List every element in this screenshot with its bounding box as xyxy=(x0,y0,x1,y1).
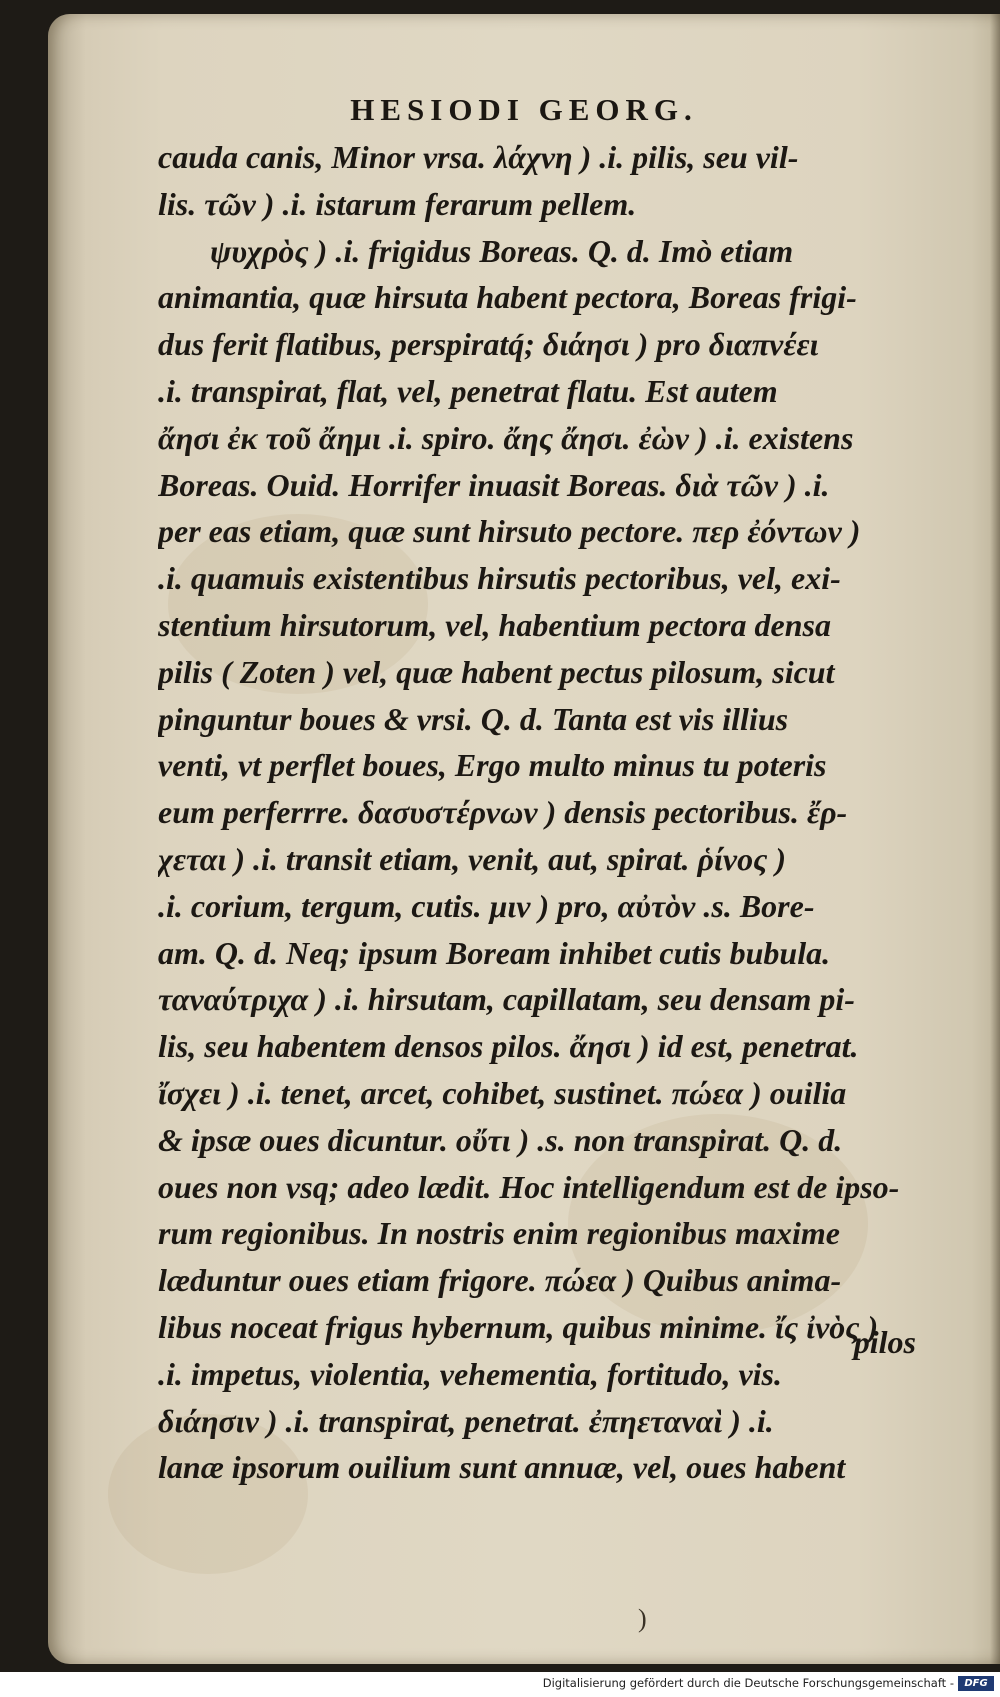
running-head: HESIODI GEORG. xyxy=(350,92,698,127)
text-line: διάησιν ) .i. transpirat, penetrat. ἐπηεταναὶ ) .i. xyxy=(158,1402,774,1439)
funding-credit: Digitalisierung gefördert durch die Deutsche Forschungsgemeinschaft - xyxy=(542,1676,954,1690)
text-line: oues non vsq; adeo lædit. Hoc intelligendum est de ipso- xyxy=(158,1168,900,1205)
text-line: & ipsæ oues dicuntur. οὔτι ) .s. non transpirat. Q. d. xyxy=(158,1121,843,1158)
footer-bar xyxy=(0,1672,1000,1697)
signature-mark: ) xyxy=(638,1604,647,1633)
text-line: .i. corium, tergum, cutis. μιν ) pro, αὐτὸν .s. Bore- xyxy=(158,887,815,924)
body-text xyxy=(158,134,906,1491)
text-line: libus noceat frigus hybernum, quibus minime. ἴς ἰνὸς ) xyxy=(158,1308,879,1345)
page-edge-shadow xyxy=(990,14,1000,1664)
text-line: lanæ ipsorum ouilium sunt annuæ, vel, oues habent xyxy=(158,1449,846,1486)
text-line: .i. quamuis existentibus hirsutis pectoribus, vel, exi- xyxy=(158,560,841,597)
text-line: pinguntur boues & vrsi. Q. d. Tanta est vis illius xyxy=(158,700,789,737)
text-line: eum perferrre. δασυστέρνων ) densis pectoribus. ἔρ- xyxy=(158,794,848,831)
text-line: Boreas. Ouid. Horrifer inuasit Boreas. διὰ τῶν ) .i. xyxy=(158,466,830,503)
text-line: dus ferit flatibus, perspiratq́; διάησι ) pro διαπνέει xyxy=(158,326,819,363)
text-line: .i. transpirat, flat, vel, penetrat flatu. Est autem xyxy=(158,372,778,409)
catchword: pilos xyxy=(853,1324,916,1360)
text-line: venti, vt perflet boues, Ergo multo minus tu poteris xyxy=(158,747,827,784)
text-line: ἄησι ἐκ τοῦ ἄημι .i. spiro. ἄης ἄησι. ἐὼν ) .i. existens xyxy=(158,419,854,456)
text-line: lis, seu habentem densos pilos. ἄησι ) id est, penetrat. xyxy=(158,1028,859,1065)
text-line: cauda canis, Minor vrsa. λάχνη ) .i. pilis, seu vil- xyxy=(158,139,799,175)
text-line: ταναύτριχα ) .i. hirsutam, capillatam, seu densam pi- xyxy=(158,981,855,1018)
text-line: ἴσχει ) .i. tenet, arcet, cohibet, sustinet. πώεα ) ouilia xyxy=(158,1074,847,1111)
text-line: .i. impetus, violentia, vehementia, fortitudo, vis. xyxy=(158,1355,782,1392)
text-line: per eas etiam, quæ sunt hirsuto pectore. περ ἐόντων ) xyxy=(158,513,861,550)
text-line: χεται ) .i. transit etiam, venit, aut, spirat. ῥίνος ) xyxy=(158,840,786,877)
text-line: am. Q. d. Neq; ipsum Boream inhibet cutis bubula. xyxy=(158,934,831,971)
text-line: pilis ( Zoten ) vel, quæ habent pectus pilosum, sicut xyxy=(158,653,835,690)
dfg-logo-icon: DFG xyxy=(958,1676,994,1691)
text-line: ψυχρὸς ) .i. frigidus Boreas. Q. d. Imò etiam xyxy=(210,232,794,269)
text-line: stentium hirsutorum, vel, habentium pectora densa xyxy=(158,606,831,643)
text-line: lis. τῶν ) .i. istarum ferarum pellem. xyxy=(158,185,637,222)
text-line: rum regionibus. In nostris enim regionibus maxime xyxy=(158,1215,840,1252)
text-line: læduntur oues etiam frigore. πώεα ) Quibus anima- xyxy=(158,1262,842,1299)
text-line: animantia, quæ hirsuta habent pectora, Boreas frigi- xyxy=(158,279,857,316)
